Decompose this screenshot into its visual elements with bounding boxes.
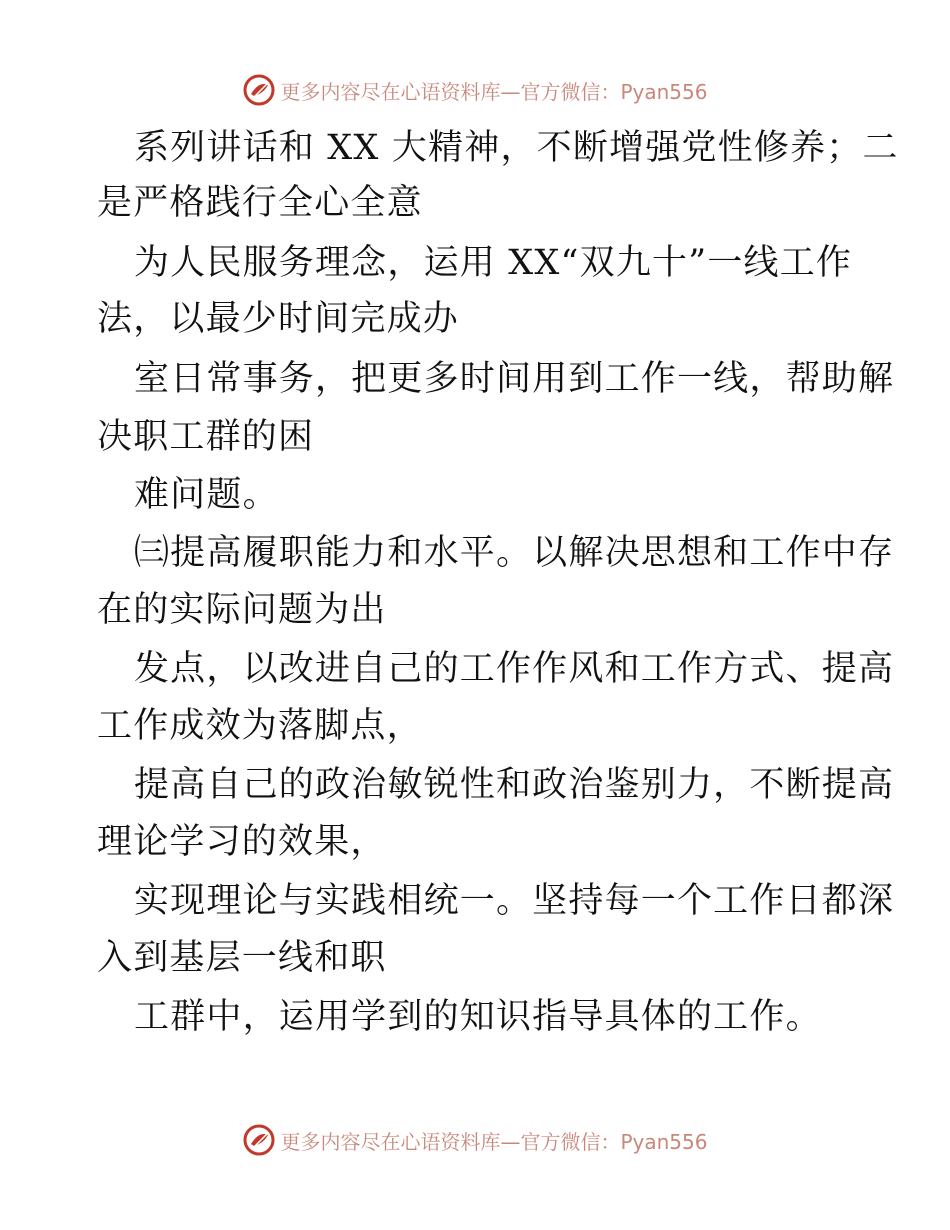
body-line: 在的实际问题为出 — [97, 590, 387, 630]
body-line: 是严格践行全心全意 — [97, 183, 423, 223]
book-leaf-logo-icon — [242, 1123, 276, 1157]
header-banner-text: 更多内容尽在心语资料库—官方微信：Pyan556 — [280, 79, 708, 104]
body-line: 工群中，运用学到的知识指导具体的工作。 — [97, 997, 822, 1037]
body-line: 系列讲话和 XX 大精神，不断增强党性修养；二 — [97, 128, 899, 168]
body-line: 入到基层一线和职 — [97, 938, 387, 978]
body-line: ㈢提高履职能力和水平。以解决思想和工作中存 — [97, 533, 895, 573]
body-line: 法，以最少时间完成办 — [97, 299, 460, 339]
footer-banner — [0, 1120, 950, 1160]
body-line: 工作成效为落脚点， — [97, 706, 423, 746]
body-line: 实现理论与实践相统一。坚持每一个工作日都深 — [97, 881, 895, 921]
body-line: 为人民服务理念，运用 XX“双九十”一线工作 — [97, 243, 853, 283]
body-line: 发点，以改进自己的工作作风和工作方式、提高 — [97, 649, 895, 689]
body-line: 决职工群的困 — [97, 417, 315, 457]
body-line: 室日常事务，把更多时间用到工作一线，帮助解 — [97, 359, 895, 399]
body-line: 理论学习的效果， — [97, 822, 387, 862]
body-line: 难问题。 — [97, 475, 279, 515]
body-line: 提高自己的政治敏锐性和政治鉴别力，不断提高 — [97, 765, 895, 805]
footer-banner-text: 更多内容尽在心语资料库—官方微信：Pyan556 — [280, 1129, 708, 1154]
